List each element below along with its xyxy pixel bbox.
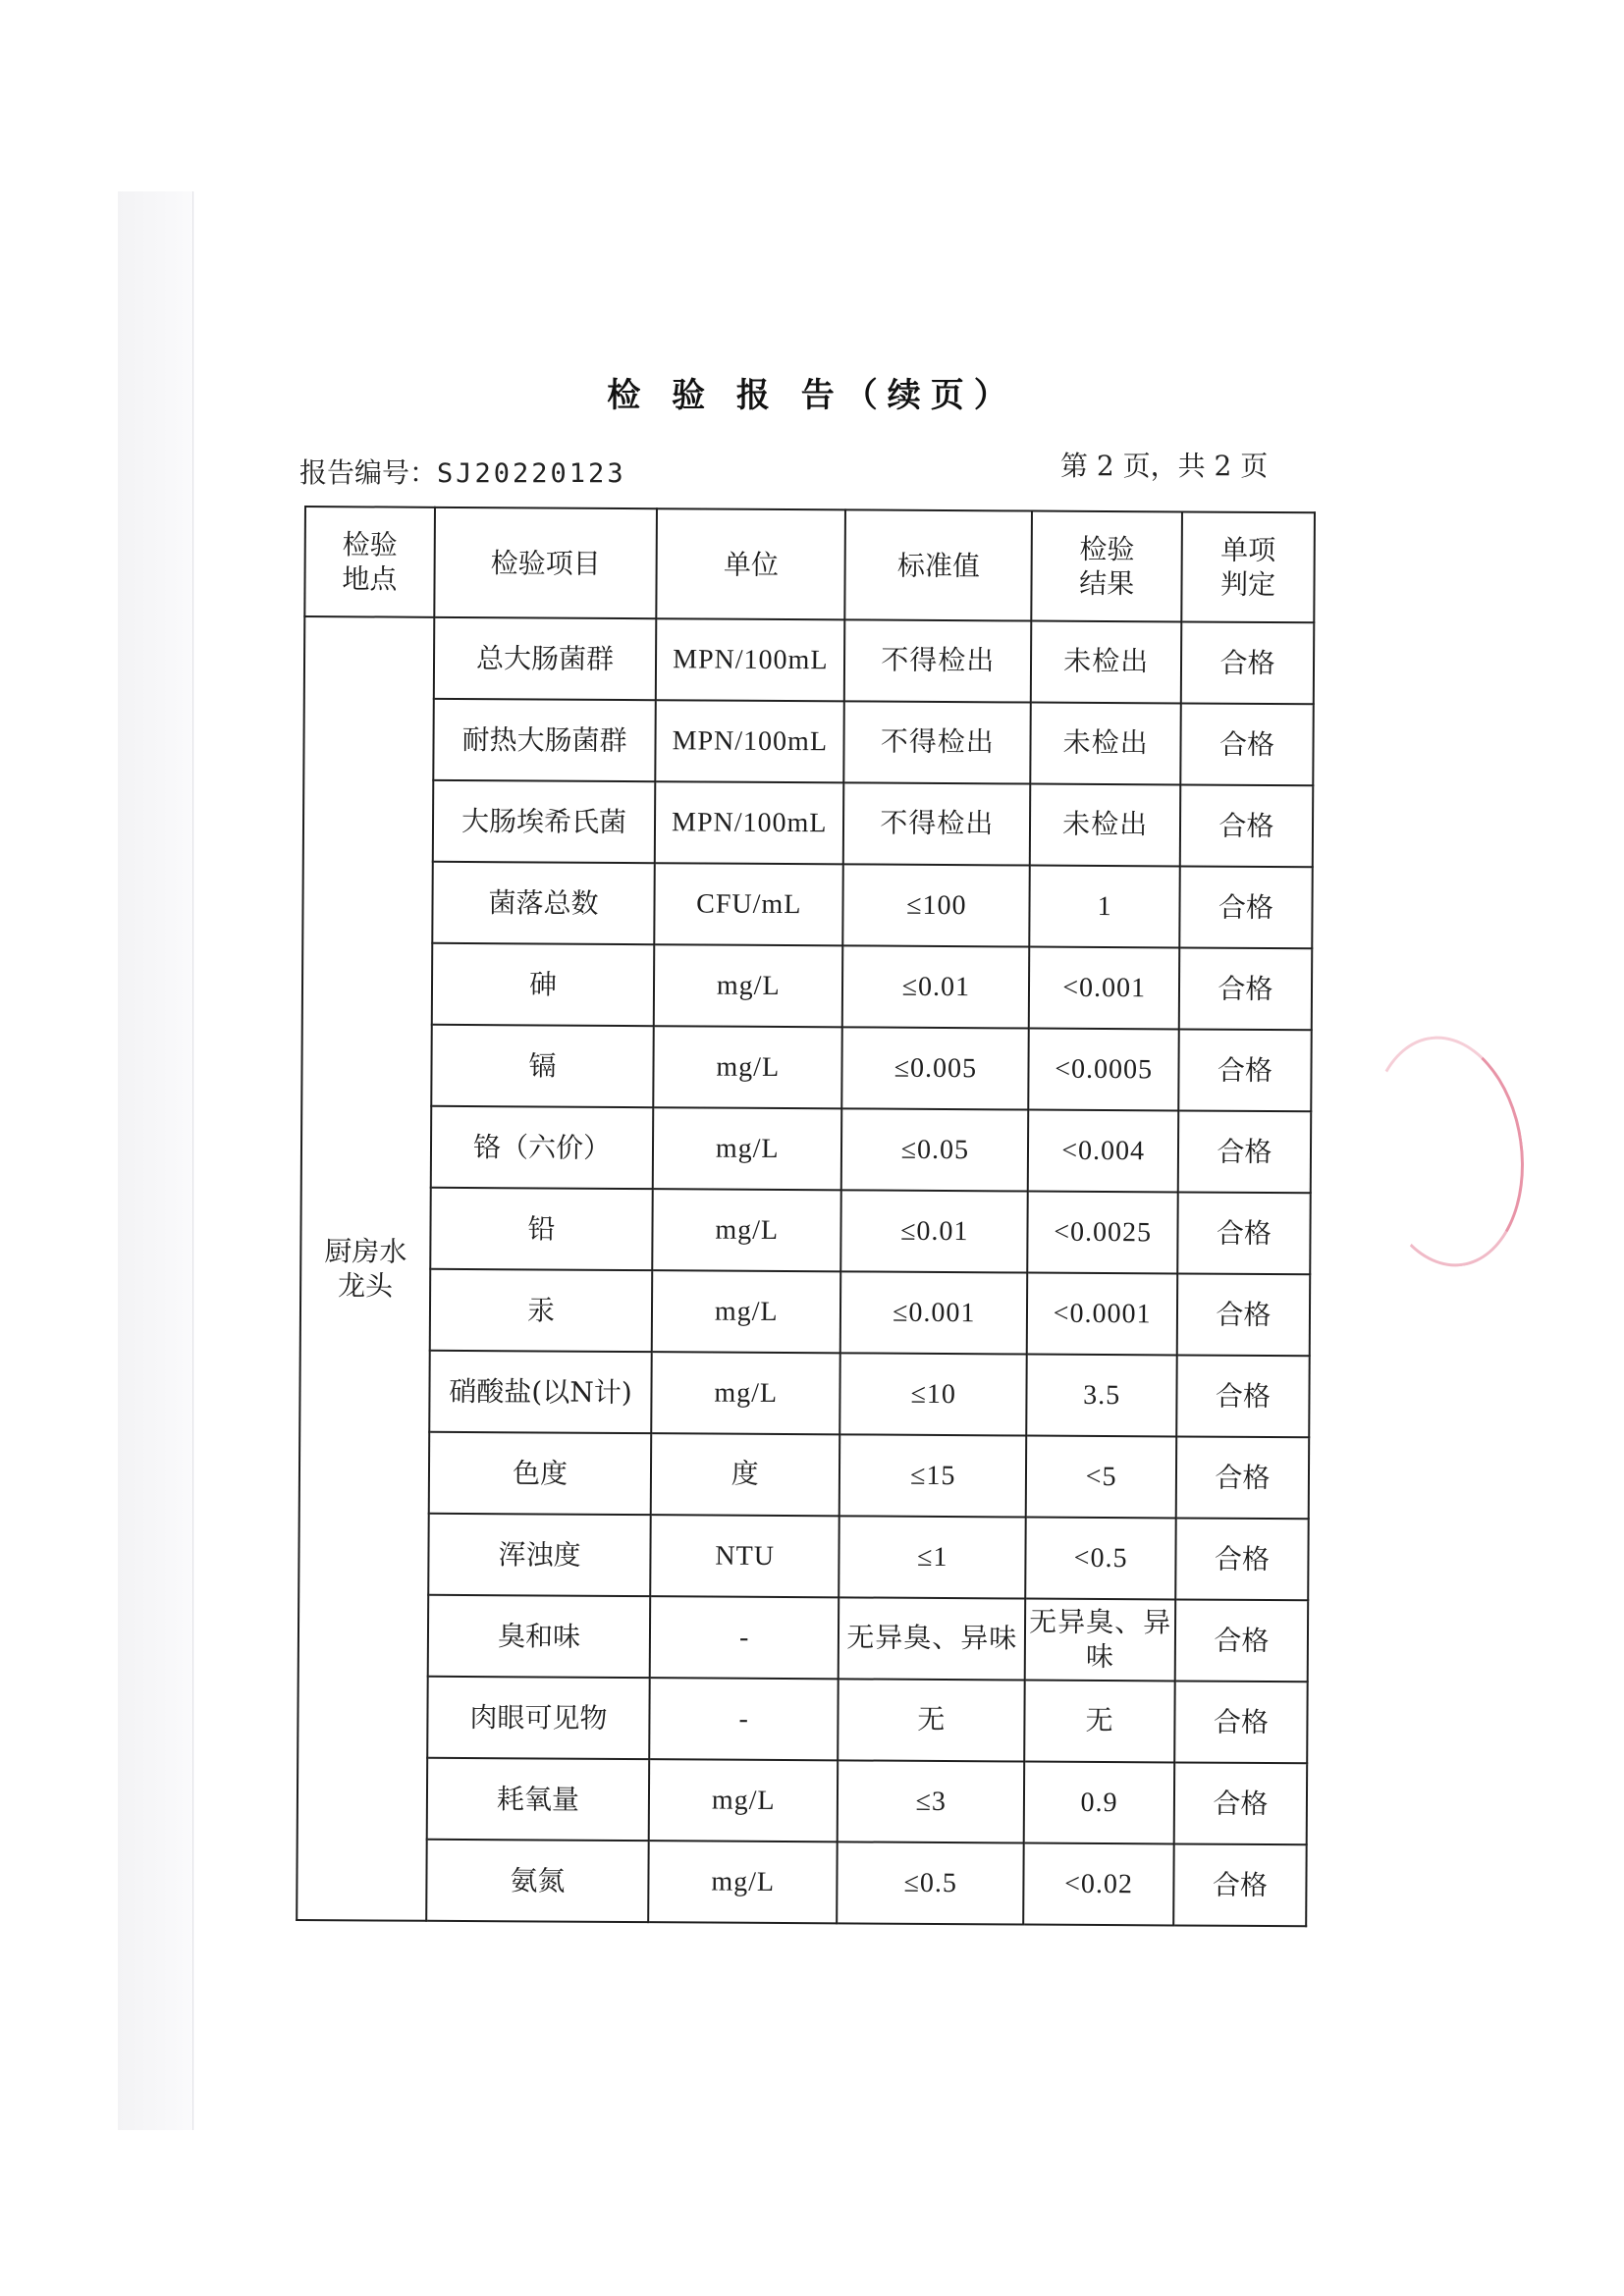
item-cell: 汞: [430, 1269, 653, 1352]
verdict-cell: 合格: [1178, 1110, 1312, 1193]
header-location: 检验 地点: [304, 507, 435, 617]
table-row: [301, 1024, 1311, 1111]
standard-cell: ≤1: [839, 1516, 1027, 1598]
table-row: [299, 1350, 1309, 1437]
unit-cell: mg/L: [651, 1352, 840, 1434]
standard-cell: ≤3: [838, 1760, 1025, 1842]
item-cell: 臭和味: [428, 1595, 651, 1678]
result-cell: <0.004: [1028, 1110, 1178, 1193]
item-cell: 镉: [431, 1025, 654, 1107]
table-header-row: [304, 507, 1315, 622]
standard-cell: ≤0.01: [842, 945, 1030, 1028]
result-cell: 3.5: [1027, 1355, 1177, 1437]
result-cell: <0.0005: [1029, 1029, 1179, 1111]
table-row: [300, 1268, 1310, 1356]
item-cell: 总大肠菌群: [434, 617, 657, 700]
scan-shadow: [118, 191, 194, 2130]
unit-cell: mg/L: [652, 1189, 841, 1271]
verdict-cell: 合格: [1178, 1029, 1312, 1111]
verdict-cell: 合格: [1175, 1599, 1309, 1682]
table-row: [302, 942, 1312, 1030]
item-cell: 色度: [429, 1432, 652, 1515]
table-row: [297, 1839, 1306, 1926]
table-row: [300, 1187, 1310, 1274]
standard-cell: ≤0.005: [842, 1027, 1030, 1109]
item-cell: 氨氮: [426, 1840, 649, 1922]
item-cell: 菌落总数: [432, 862, 655, 944]
result-cell: <0.0001: [1027, 1273, 1177, 1356]
verdict-cell: 合格: [1177, 1273, 1311, 1356]
table-row: [304, 616, 1314, 704]
item-cell: 肉眼可见物: [427, 1677, 650, 1759]
result-cell: 未检出: [1031, 703, 1181, 785]
result-cell: <0.5: [1026, 1518, 1176, 1600]
table-row: [301, 1105, 1311, 1193]
inspection-results-table: [296, 506, 1316, 1927]
table-row: [303, 779, 1313, 867]
header-result: 检验 结果: [1032, 511, 1182, 622]
unit-cell: NTU: [650, 1515, 839, 1597]
table-row: [302, 861, 1312, 948]
result-cell: 未检出: [1031, 621, 1181, 704]
report-number-label: 报告编号：: [299, 456, 438, 489]
item-cell: 耗氧量: [427, 1758, 650, 1841]
verdict-cell: 合格: [1181, 621, 1315, 704]
item-cell: 浑浊度: [428, 1514, 651, 1596]
table-row: [298, 1676, 1307, 1763]
result-cell: 无异臭、异味: [1025, 1599, 1175, 1682]
report-number-value: SJ20220123: [437, 458, 626, 489]
standard-cell: ≤0.01: [841, 1190, 1029, 1272]
result-cell: 1: [1030, 866, 1180, 948]
header-unit: 单位: [657, 508, 846, 619]
report-number: [299, 452, 626, 491]
table-row: [299, 1431, 1309, 1519]
item-cell: 铅: [430, 1188, 653, 1270]
location-cell: 厨房水 龙头: [297, 616, 434, 1921]
verdict-cell: 合格: [1180, 703, 1314, 785]
verdict-cell: 合格: [1173, 1843, 1307, 1926]
verdict-cell: 合格: [1179, 866, 1313, 948]
header-verdict: 单项 判定: [1181, 511, 1315, 622]
item-cell: 大肠埃希氏菌: [433, 780, 656, 863]
header-item: 检验项目: [434, 507, 657, 618]
table-row: [298, 1513, 1308, 1600]
result-cell: <0.02: [1024, 1843, 1174, 1926]
verdict-cell: 合格: [1174, 1762, 1308, 1844]
seal-stamp: [1354, 1026, 1538, 1276]
standard-cell: ≤100: [843, 864, 1031, 946]
unit-cell: MPN/100mL: [656, 700, 845, 782]
standard-cell: 不得检出: [844, 619, 1032, 702]
unit-cell: mg/L: [654, 944, 843, 1027]
standard-cell: ≤10: [840, 1353, 1028, 1435]
standard-cell: 无: [839, 1679, 1026, 1761]
verdict-cell: 合格: [1174, 1681, 1308, 1763]
verdict-cell: 合格: [1176, 1436, 1310, 1519]
verdict-cell: 合格: [1175, 1518, 1309, 1600]
verdict-cell: 合格: [1176, 1355, 1310, 1437]
unit-cell: MPN/100mL: [655, 781, 844, 864]
table-row: [298, 1594, 1308, 1682]
item-cell: 耐热大肠菌群: [433, 699, 656, 781]
verdict-cell: 合格: [1180, 784, 1314, 867]
result-cell: 未检出: [1030, 784, 1180, 867]
standard-cell: ≤0.05: [841, 1108, 1029, 1191]
unit-cell: CFU/mL: [654, 863, 843, 945]
unit-cell: mg/L: [648, 1841, 838, 1923]
unit-cell: mg/L: [653, 1026, 842, 1108]
result-cell: 0.9: [1024, 1762, 1174, 1844]
page-title: 检 验 报 告（续页）: [607, 376, 1017, 415]
item-cell: 砷: [432, 943, 655, 1026]
result-cell: 无: [1025, 1681, 1175, 1763]
verdict-cell: 合格: [1177, 1192, 1311, 1274]
table-row: [298, 1757, 1307, 1844]
unit-cell: mg/L: [652, 1270, 841, 1353]
header-standard: 标准值: [845, 509, 1033, 620]
unit-cell: MPN/100mL: [656, 618, 845, 701]
standard-cell: 不得检出: [843, 782, 1031, 865]
unit-cell: mg/L: [653, 1107, 842, 1190]
item-cell: 铬（六价）: [431, 1106, 654, 1189]
verdict-cell: 合格: [1179, 947, 1313, 1030]
unit-cell: mg/L: [649, 1759, 839, 1842]
item-cell: 硝酸盐(以N计): [429, 1351, 652, 1433]
standard-cell: 无异臭、异味: [839, 1597, 1026, 1680]
standard-cell: ≤15: [839, 1434, 1027, 1517]
unit-cell: -: [650, 1596, 839, 1679]
standard-cell: 不得检出: [844, 701, 1032, 783]
result-cell: <0.001: [1029, 947, 1179, 1030]
table-row: [303, 698, 1313, 785]
scan-edge: [192, 191, 193, 2130]
unit-cell: 度: [651, 1433, 840, 1516]
standard-cell: ≤0.5: [837, 1842, 1024, 1924]
result-cell: <5: [1026, 1436, 1176, 1519]
standard-cell: ≤0.001: [840, 1271, 1028, 1354]
page-info: 第 2 页，共 2 页: [1060, 450, 1269, 482]
unit-cell: -: [649, 1678, 839, 1760]
result-cell: <0.0025: [1028, 1192, 1178, 1274]
